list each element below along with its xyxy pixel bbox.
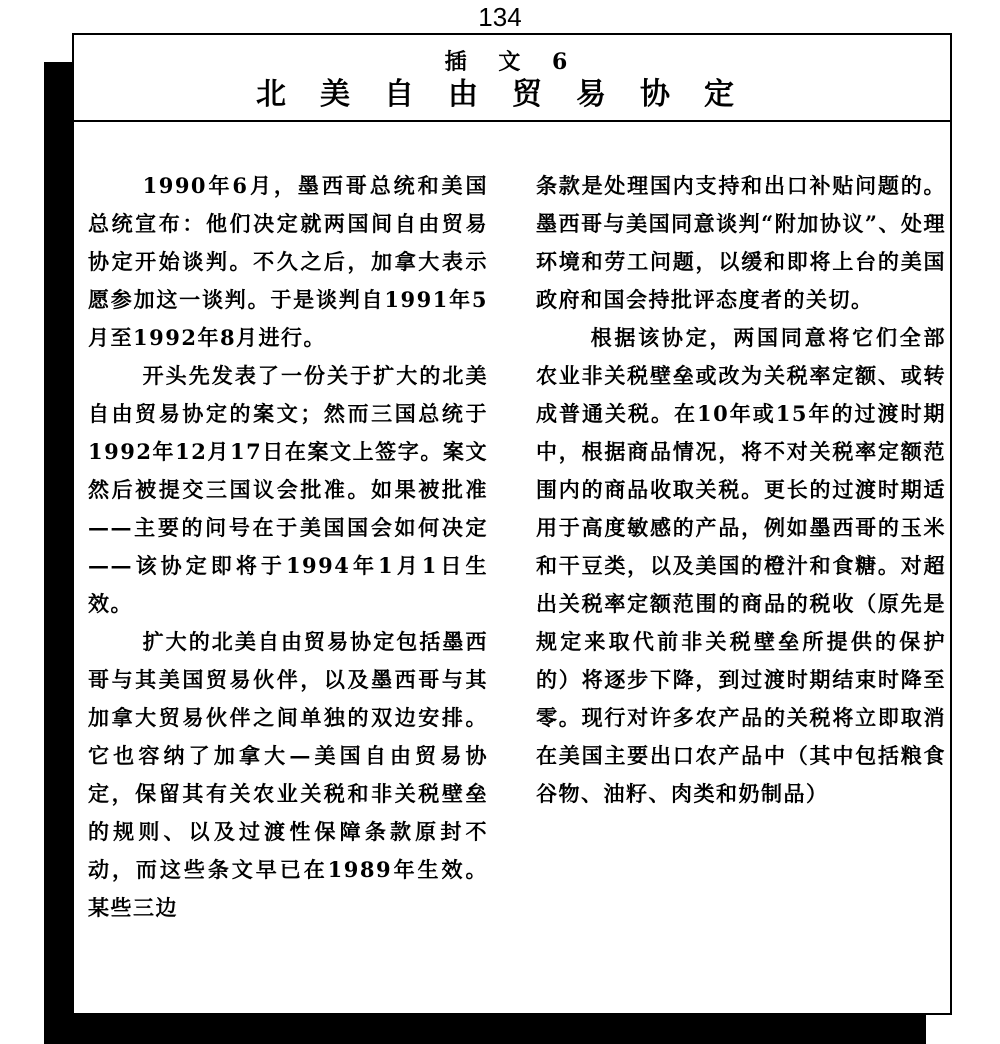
insert-box [72, 33, 952, 1015]
page-number: 134 [478, 2, 522, 32]
insert-title: 北美自由贸易协定 [256, 77, 768, 112]
left-paragraph-3: 扩大的北美自由贸易协定包括墨西哥与其美国贸易伙伴，以及墨西哥与其加拿大贸易伙伴之间单独的双边安排。它也容纳了加拿大—美国自由贸易协定，保留其有关农业关税和非关税壁垒的规则、以及过渡性保障条款原封不动，而这些条文早已在1989年生效。某些三边 [88, 629, 488, 920]
insert-header [74, 35, 950, 122]
left-column [88, 167, 488, 927]
insert-label: 插 文 6 [444, 49, 580, 75]
left-paragraph-2: 开头先发表了一份关于扩大的北美自由贸易协定的案文；然而三国总统于1992年12月17日在案文上签字。案文然后被提交三国议会批准。如果被批准——主要的问号在于美国国会如何决定——该协定即将于1994年1月1日生效。 [88, 363, 488, 616]
right-paragraph-2: 根据该协定，两国同意将它们全部农业非关税壁垒或改为关税率定额、或转成普通关税。在10年或15年的过渡时期中，根据商品情况，将不对关税率定额范围内的商品收取关税。更长的过渡时期适用于高度敏感的产品，例如墨西哥的玉米和干豆类，以及美国的橙汁和食糖。对超出关税率定额范围的商品的税收（原先是规定来取代前非关税壁垒所提供的保护的）将逐步下降，到过渡时期结束时降至零。现行对许多农产品的关税将立即取消 在美国主要出口农产品中（其中包括粮食谷物、油籽、肉类和奶制品） [536, 325, 946, 806]
right-column [536, 167, 946, 813]
right-paragraph-1: 条款是处理国内支持和出口补贴问题的。墨西哥与美国同意谈判“附加协议”、处理环境和劳工问题，以缓和即将上台的美国政府和国会持批评态度者的关切。 [536, 173, 946, 312]
left-paragraph-1: 1990年6月，墨西哥总统和美国总统宣布：他们决定就两国间自由贸易协定开始谈判。不久之后，加拿大表示愿参加这一谈判。于是谈判自1991年5月至1992年8月进行。 [88, 173, 488, 350]
